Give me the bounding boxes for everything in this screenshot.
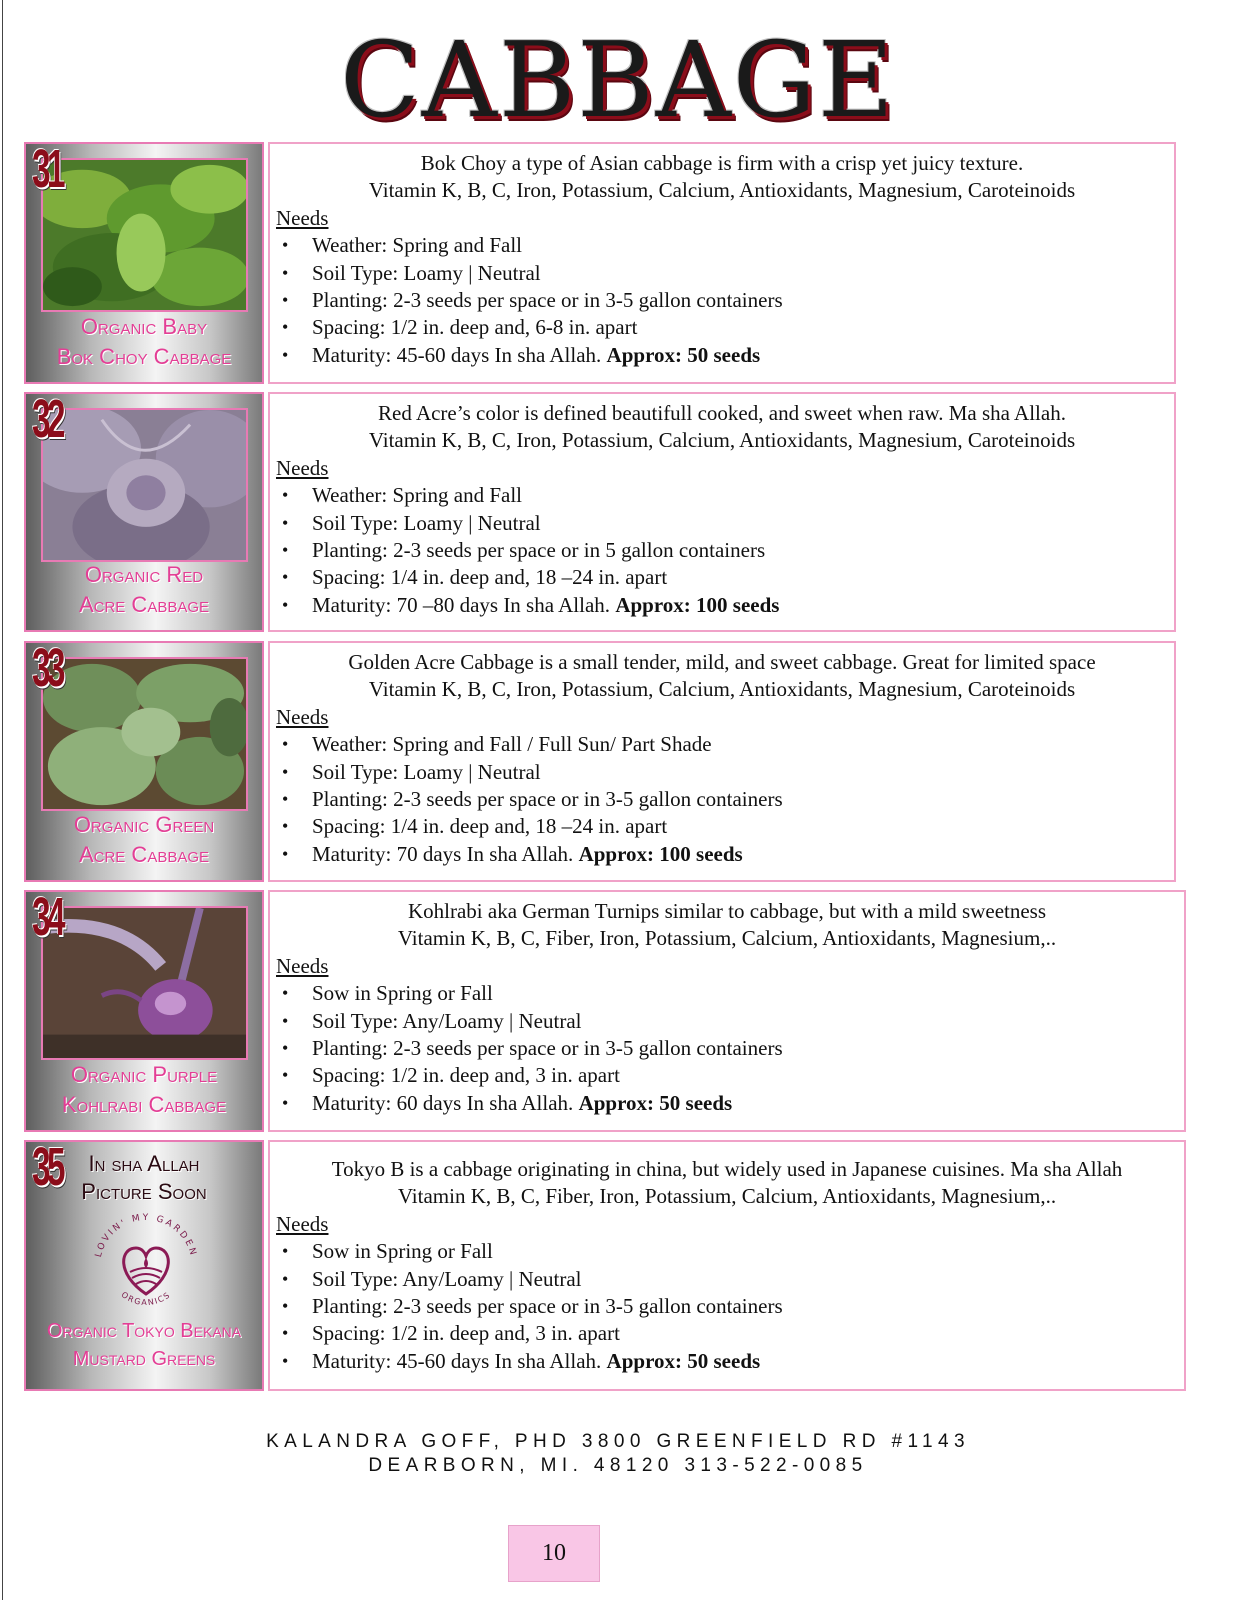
- seed-info: [268, 142, 1176, 384]
- seed-info: [268, 890, 1186, 1132]
- needs-item: • Spacing: 1/2 in. deep and, 6-8 in. apart: [276, 314, 1168, 341]
- heart-icon: [124, 1248, 169, 1294]
- seed-name-line2: Acre Cabbage: [78, 842, 210, 867]
- maturity-text: Maturity: 70 days In sha Allah.: [312, 841, 574, 866]
- needs-list: [276, 731, 1168, 868]
- seed-name: [26, 1317, 262, 1373]
- red-cabbage-photo: [41, 408, 248, 562]
- needs-item: • Soil Type: Any/Loamy | Neutral: [276, 1008, 1178, 1035]
- seed-count: Approx: 50 seeds: [606, 1348, 761, 1373]
- seed-description: Bok Choy a type of Asian cabbage is firm with a crisp yet juicy texture.: [420, 151, 1024, 175]
- bok-choy-plants-photo: [41, 158, 248, 312]
- seed-name: [26, 560, 262, 620]
- seed-name: [26, 810, 262, 870]
- page-number: 10: [508, 1525, 600, 1582]
- seed-number: 33: [32, 641, 62, 698]
- needs-item: • Weather: Spring and Fall: [276, 482, 1168, 509]
- needs-list: [276, 482, 1168, 619]
- seed-info: [268, 1140, 1186, 1391]
- seed-entry-33: [24, 641, 1176, 882]
- needs-item: • Spacing: 1/2 in. deep and, 3 in. apart: [276, 1062, 1178, 1089]
- seed-count: Approx: 100 seeds: [578, 841, 743, 866]
- needs-item: • Soil Type: Loamy | Neutral: [276, 510, 1168, 537]
- needs-list: [276, 1238, 1178, 1375]
- seed-count: Approx: 100 seeds: [615, 592, 780, 617]
- seed-name-line1: Organic Red: [84, 562, 204, 587]
- footer-line1: KALANDRA GOFF, PHD 3800 GREENFIELD RD #1143: [266, 1431, 970, 1452]
- seed-description: Tokyo B is a cabbage originating in china, but widely used in Japanese cuisines. Ma sha Allah: [331, 1157, 1123, 1181]
- needs-item-maturity: [276, 342, 1168, 369]
- maturity-text: Maturity: 70 –80 days In sha Allah.: [312, 592, 611, 617]
- seed-count: Approx: 50 seeds: [578, 1090, 733, 1115]
- logo-text-bottom: ORGANICS: [119, 1290, 173, 1308]
- seed-card: [24, 142, 264, 384]
- page-left-rule: [2, 0, 3, 1600]
- needs-item: • Sow in Spring or Fall: [276, 1238, 1178, 1265]
- needs-item: • Sow in Spring or Fall: [276, 980, 1178, 1007]
- needs-item: • Spacing: 1/4 in. deep and, 18 –24 in. apart: [276, 813, 1168, 840]
- needs-item: • Soil Type: Loamy | Neutral: [276, 759, 1168, 786]
- seed-card: [24, 392, 264, 632]
- seed-description: Red Acre’s color is defined beautifull cooked, and sweet when raw. Ma sha Allah.: [378, 401, 1066, 425]
- needs-item: • Soil Type: Loamy | Neutral: [276, 260, 1168, 287]
- needs-heading: Needs: [276, 205, 329, 230]
- seed-name-line2: Acre Cabbage: [78, 592, 210, 617]
- needs-item: • Planting: 2-3 seeds per space or in 3-5 gallon containers: [276, 287, 1168, 314]
- svg-text:LOVIN' MY GARDEN: [94, 1213, 198, 1259]
- picture-soon-line2: Picture Soon: [81, 1179, 207, 1204]
- seed-nutrients: Vitamin K, B, C, Iron, Potassium, Calcium, Antioxidants, Magnesium, Caroteinoids: [368, 428, 1076, 453]
- seed-name-line2: Kohlrabi Cabbage: [61, 1092, 227, 1117]
- green-cabbage-photo: [41, 657, 248, 811]
- needs-item: • Planting: 2-3 seeds per space or in 3-5 gallon containers: [276, 1293, 1178, 1320]
- seed-nutrients: Vitamin K, B, C, Iron, Potassium, Calcium, Antioxidants, Magnesium, Caroteinoids: [368, 178, 1076, 203]
- needs-item: • Soil Type: Any/Loamy | Neutral: [276, 1266, 1178, 1293]
- needs-heading: Needs: [276, 455, 329, 480]
- seed-name: [26, 312, 262, 372]
- needs-heading: Needs: [276, 1211, 329, 1236]
- seed-name-line1: Organic Baby: [80, 314, 208, 339]
- seed-number: 31: [32, 142, 62, 199]
- purple-kohlrabi-photo: [41, 906, 248, 1060]
- footer-line2: DEARBORN, MI. 48120 313-522-0085: [368, 1455, 868, 1476]
- maturity-text: Maturity: 45-60 days In sha Allah.: [312, 342, 602, 367]
- seed-name-line2: Mustard Greens: [72, 1348, 216, 1370]
- needs-heading: Needs: [276, 953, 329, 978]
- seed-info: [268, 641, 1176, 882]
- needs-list: [276, 232, 1168, 369]
- seed-name: [26, 1060, 262, 1120]
- garden-logo: [86, 1206, 206, 1326]
- needs-item: • Planting: 2-3 seeds per space or in 5 gallon containers: [276, 537, 1168, 564]
- needs-item-maturity: [276, 1348, 1178, 1375]
- seed-info: [268, 392, 1176, 632]
- seed-number: 34: [32, 890, 62, 947]
- needs-item-maturity: [276, 1090, 1178, 1117]
- seed-entry-31: [24, 142, 1176, 384]
- maturity-text: Maturity: 45-60 days In sha Allah.: [312, 1348, 602, 1373]
- seed-name-line1: Organic Tokyo Bekana: [46, 1320, 242, 1342]
- needs-heading: Needs: [276, 704, 329, 729]
- seed-name-line1: Organic Purple: [70, 1062, 218, 1087]
- needs-item: • Spacing: 1/4 in. deep and, 18 –24 in. apart: [276, 564, 1168, 591]
- seed-description: Kohlrabi aka German Turnips similar to cabbage, but with a mild sweetness: [407, 899, 1047, 923]
- needs-list: [276, 980, 1178, 1117]
- seed-card: [24, 890, 264, 1132]
- seed-nutrients: Vitamin K, B, C, Fiber, Iron, Potassium, Calcium, Antioxidants, Magnesium,..: [397, 1184, 1057, 1209]
- seed-nutrients: Vitamin K, B, C, Fiber, Iron, Potassium, Calcium, Antioxidants, Magnesium,..: [397, 926, 1057, 951]
- maturity-text: Maturity: 60 days In sha Allah.: [312, 1090, 574, 1115]
- picture-soon-line1: In sha Allah: [88, 1151, 200, 1176]
- needs-item: • Spacing: 1/2 in. deep and, 3 in. apart: [276, 1320, 1178, 1347]
- seed-entry-34: [24, 890, 1186, 1132]
- needs-item: • Weather: Spring and Fall / Full Sun/ Part Shade: [276, 731, 1168, 758]
- logo-text-top: LOVIN' MY GARDEN: [93, 1212, 199, 1259]
- seed-entry-35: [24, 1140, 1186, 1391]
- needs-item-maturity: [276, 841, 1168, 868]
- seed-entry-32: [24, 392, 1176, 632]
- seed-number: 35: [32, 1140, 62, 1197]
- needs-item-maturity: [276, 592, 1168, 619]
- footer-address: [0, 1430, 1236, 1478]
- needs-item: • Planting: 2-3 seeds per space or in 3-5 gallon containers: [276, 786, 1168, 813]
- seed-card: [24, 641, 264, 882]
- seed-count: Approx: 50 seeds: [606, 342, 761, 367]
- seed-nutrients: Vitamin K, B, C, Iron, Potassium, Calcium, Antioxidants, Magnesium, Caroteinoids: [368, 677, 1076, 702]
- seed-description: Golden Acre Cabbage is a small tender, mild, and sweet cabbage. Great for limited space: [348, 650, 1096, 674]
- needs-item: • Planting: 2-3 seeds per space or in 3-5 gallon containers: [276, 1035, 1178, 1062]
- page-title: CABBAGE: [340, 19, 896, 141]
- needs-item: • Weather: Spring and Fall: [276, 232, 1168, 259]
- seed-name-line2: Bok Choy Cabbage: [56, 344, 232, 369]
- seed-card: [24, 1140, 264, 1391]
- seed-number: 32: [32, 392, 62, 449]
- seed-name-line1: Organic Green: [73, 812, 215, 837]
